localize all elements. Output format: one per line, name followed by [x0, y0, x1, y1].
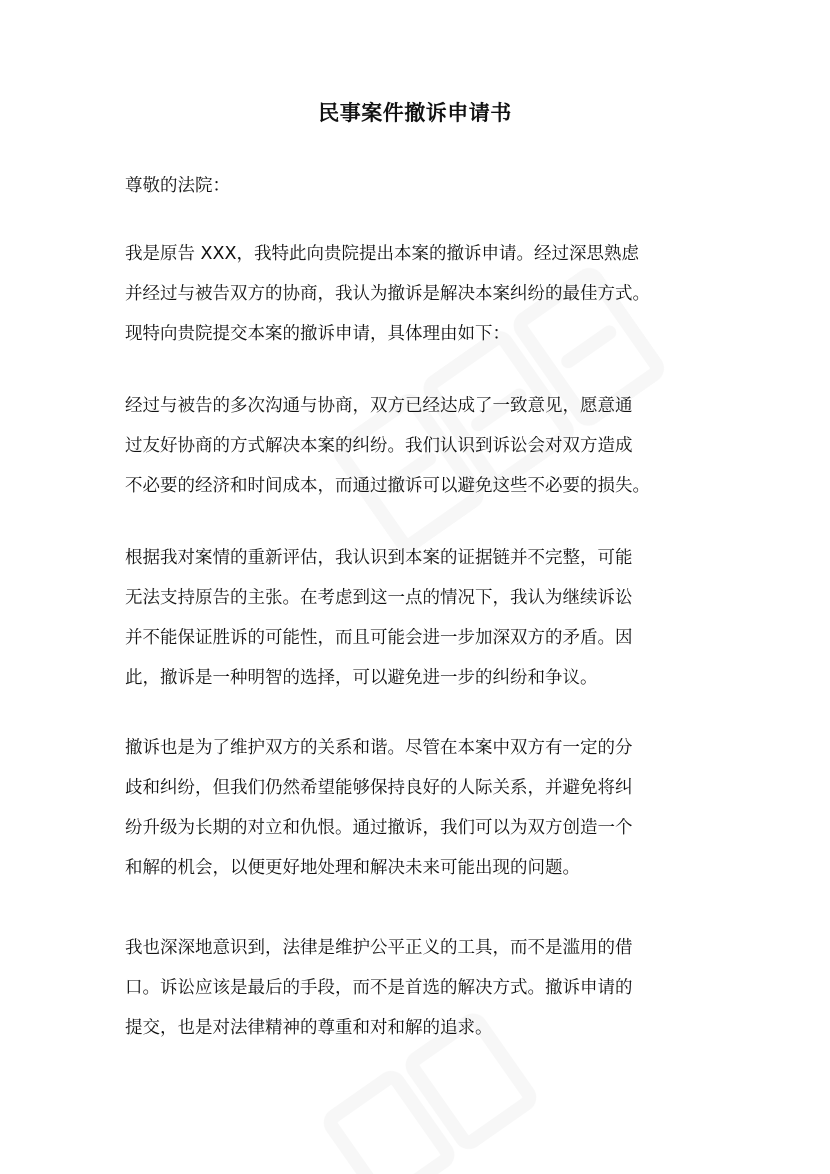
paragraph-1: [125, 234, 725, 354]
paragraph-line: 无法支持原告的主张。在考虑到这一点的情况下，我认为继续诉讼: [125, 588, 633, 608]
paragraph-line: 此，撤诉是一种明智的选择，可以避免进一步的纠纷和争议。: [125, 668, 598, 688]
paragraph-line: 和解的机会，以便更好地处理和解决未来可能出现的问题。: [125, 858, 580, 878]
paragraph-line: 提交，也是对法律精神的尊重和对和解的追求。: [125, 1018, 493, 1038]
paragraph-line: 并不能保证胜诉的可能性，而且可能会进一步加深双方的矛盾。因: [125, 628, 633, 648]
paragraph-line: 过友好协商的方式解决本案的纠纷。我们认识到诉讼会对双方造成: [125, 436, 633, 456]
paragraph-line: 经过与被告的多次沟通与协商，双方已经达成了一致意见，愿意通: [125, 396, 633, 416]
paragraph-line: 纷升级为长期的对立和仇恨。通过撤诉，我们可以为双方创造一个: [125, 818, 633, 838]
salutation: [125, 166, 725, 206]
paragraph-line: 并经过与被告双方的协商，我认为撤诉是解决本案纠纷的最佳方式。: [125, 284, 650, 304]
paragraph-2: [125, 386, 725, 506]
paragraph-line: 我是原告 XXX，我特此向贵院提出本案的撤诉申请。经过深思熟虑: [125, 244, 640, 264]
paragraph-5: [125, 928, 725, 1048]
salutation-text: 尊敬的法院：: [125, 176, 230, 196]
paragraph-4: [125, 728, 725, 888]
document-title: 民事案件撤诉申请书: [318, 101, 512, 125]
paragraph-line: 现特向贵院提交本案的撤诉申请，具体理由如下：: [125, 324, 510, 344]
paragraph-line: 不必要的经济和时间成本，而通过撤诉可以避免这些不必要的损失。: [125, 476, 650, 496]
paragraph-3: [125, 538, 725, 698]
paragraph-line: 我也深深地意识到，法律是维护公平正义的工具，而不是滥用的借: [125, 938, 633, 958]
paragraph-line: 歧和纠纷，但我们仍然希望能够保持良好的人际关系，并避免将纠: [125, 778, 633, 798]
paragraph-line: 根据我对案情的重新评估，我认识到本案的证据链并不完整，可能: [125, 548, 633, 568]
paragraph-line: 口。诉讼应该是最后的手段，而不是首选的解决方式。撤诉申请的: [125, 978, 633, 998]
paragraph-line: 撤诉也是为了维护双方的关系和谐。尽管在本案中双方有一定的分: [125, 738, 633, 758]
